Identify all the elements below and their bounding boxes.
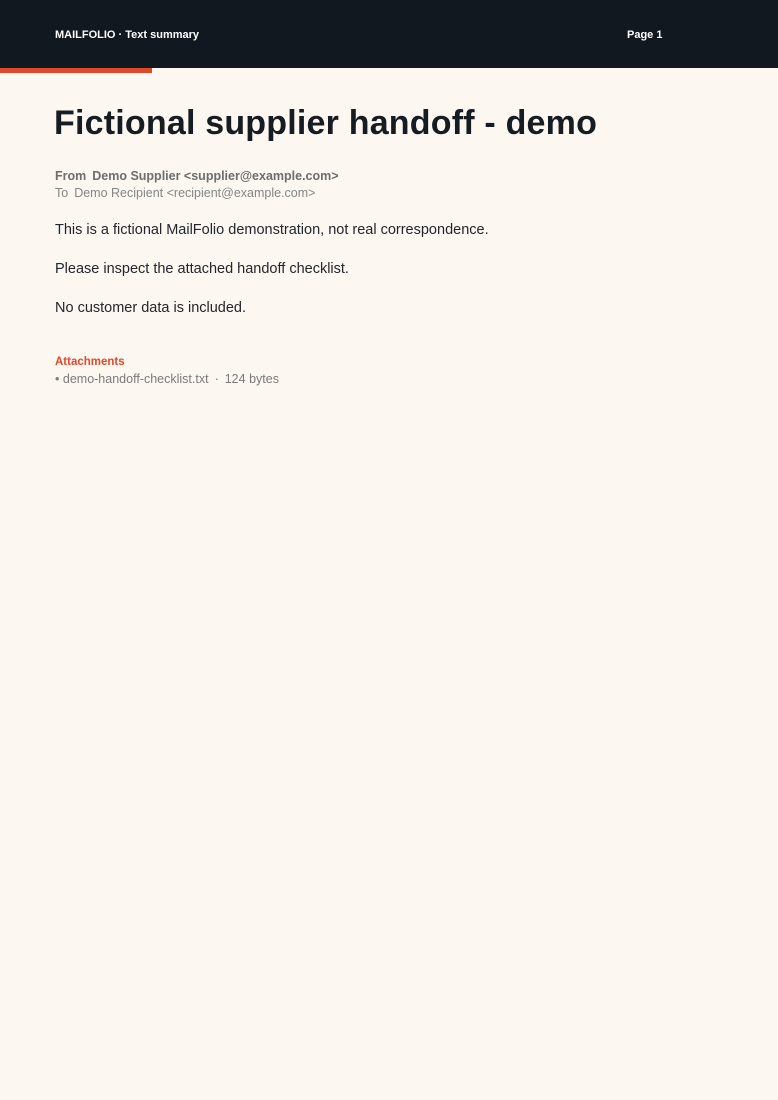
attachment-item[interactable] (55, 372, 279, 386)
from-key: From (55, 169, 87, 183)
document-header (0, 0, 778, 68)
from-value: Demo Supplier <supplier@example.com> (92, 169, 339, 183)
bullet-icon: • (55, 372, 60, 386)
header-title: MAILFOLIO · Text summary (55, 29, 200, 41)
email-subject: Fictional supplier handoff - demo (54, 104, 598, 142)
separator: · (214, 372, 219, 386)
to-line (55, 186, 315, 200)
attachment-size: 124 bytes (224, 372, 279, 386)
from-line (55, 169, 339, 183)
attachments-heading: Attachments (55, 356, 125, 368)
body-paragraph: Please inspect the attached handoff checklist. (55, 261, 349, 277)
to-value: Demo Recipient <recipient@example.com> (74, 186, 316, 200)
body-paragraph: This is a fictional MailFolio demonstration, not real correspondence. (55, 222, 489, 238)
attachment-name[interactable]: demo-handoff-checklist.txt (62, 372, 209, 386)
page-number: Page 1 (627, 29, 663, 41)
to-key: To (55, 186, 69, 200)
body-paragraph: No customer data is included. (55, 300, 247, 316)
accent-strip (0, 68, 152, 73)
